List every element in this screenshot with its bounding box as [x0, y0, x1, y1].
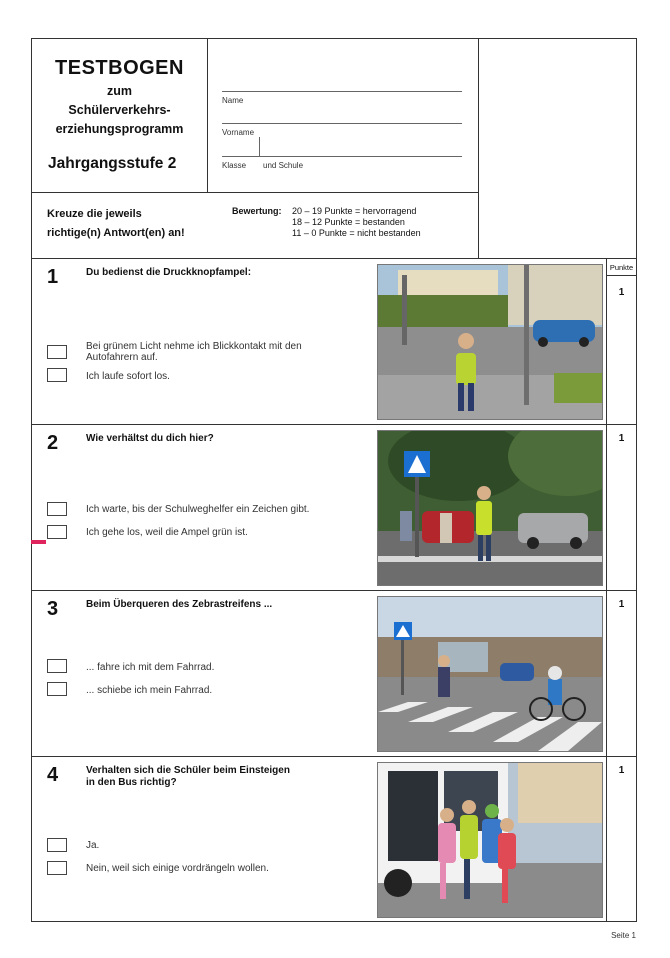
question-text-cont: in den Bus richtig? [86, 777, 177, 788]
page-number: Seite 1 [611, 931, 636, 940]
grade-level: Jahrgangsstufe 2 [48, 155, 177, 172]
answer-text: Autofahrern auf. [86, 352, 158, 363]
answer-text: Nein, weil sich einige vordrängeln wollen. [86, 863, 269, 874]
answer-checkbox[interactable] [47, 525, 67, 539]
points-value: 1 [618, 433, 625, 444]
question-text: Du bedienst die Druckknopfampel: [86, 267, 252, 278]
question-text: Verhalten sich die Schüler beim Einsteigen [86, 765, 290, 776]
question-number: 4 [47, 764, 59, 786]
rating-label: Bewertung: [232, 206, 282, 216]
rating-row-2: 18 – 12 Punkte = bestanden [292, 217, 405, 227]
answer-text: ... fahre ich mit dem Fahrrad. [86, 662, 215, 673]
question-text: Wie verhältst du dich hier? [86, 433, 214, 444]
name-label: Name [222, 96, 244, 105]
photo-bus-boarding [377, 762, 603, 918]
top-rule [222, 91, 462, 92]
points-value: 1 [618, 599, 625, 610]
form-subtitle-1: zum [107, 84, 132, 98]
name-field[interactable] [222, 123, 462, 124]
answer-text: Ich laufe sofort los. [86, 371, 170, 382]
answer-checkbox[interactable] [47, 838, 67, 852]
question-number: 3 [47, 598, 59, 620]
answer-checkbox[interactable] [47, 659, 67, 673]
answer-text: Ich gehe los, weil die Ampel grün ist. [86, 527, 248, 538]
instruction-line-1: Kreuze die jeweils [47, 208, 142, 220]
answer-text: Ich warte, bis der Schulweghelfer ein Zeichen gibt. [86, 504, 310, 515]
rating-row-3: 11 – 0 Punkte = nicht bestanden [292, 228, 421, 238]
question-text: Beim Überqueren des Zebrastreifens ... [86, 599, 273, 610]
schule-label: und Schule [263, 161, 304, 170]
answer-checkbox[interactable] [47, 345, 67, 359]
answer-text: Ja. [86, 840, 100, 851]
vorname-field[interactable] [222, 156, 462, 157]
answer-checkbox[interactable] [47, 682, 67, 696]
klasse-divider [259, 137, 260, 156]
photo-push-button-crossing [377, 264, 603, 420]
rating-row-1: 20 – 19 Punkte = hervorragend [292, 206, 417, 216]
points-value: 1 [618, 287, 625, 298]
points-value: 1 [618, 765, 625, 776]
instruction-line-2: richtige(n) Antwort(en) an! [47, 227, 185, 239]
margin-marker [31, 540, 46, 544]
answer-checkbox[interactable] [47, 502, 67, 516]
question-number: 2 [47, 432, 59, 454]
points-header: Punkte [609, 263, 634, 272]
form-title: TESTBOGEN [55, 57, 184, 79]
answer-text: ... schiebe ich mein Fahrrad. [86, 685, 213, 696]
photo-crossing-guard [377, 430, 603, 586]
answer-checkbox[interactable] [47, 368, 67, 382]
question-number: 1 [47, 266, 59, 288]
answer-checkbox[interactable] [47, 861, 67, 875]
vorname-label: Vorname [222, 128, 255, 137]
form-subtitle-3: erziehungsprogramm [55, 122, 184, 136]
klasse-label: Klasse [222, 161, 247, 170]
photo-zebra-crossing [377, 596, 603, 752]
form-subtitle-2: Schülerverkehrs- [68, 103, 171, 117]
answer-text: Bei grünem Licht nehme ich Blickkontakt mit den [86, 341, 302, 352]
